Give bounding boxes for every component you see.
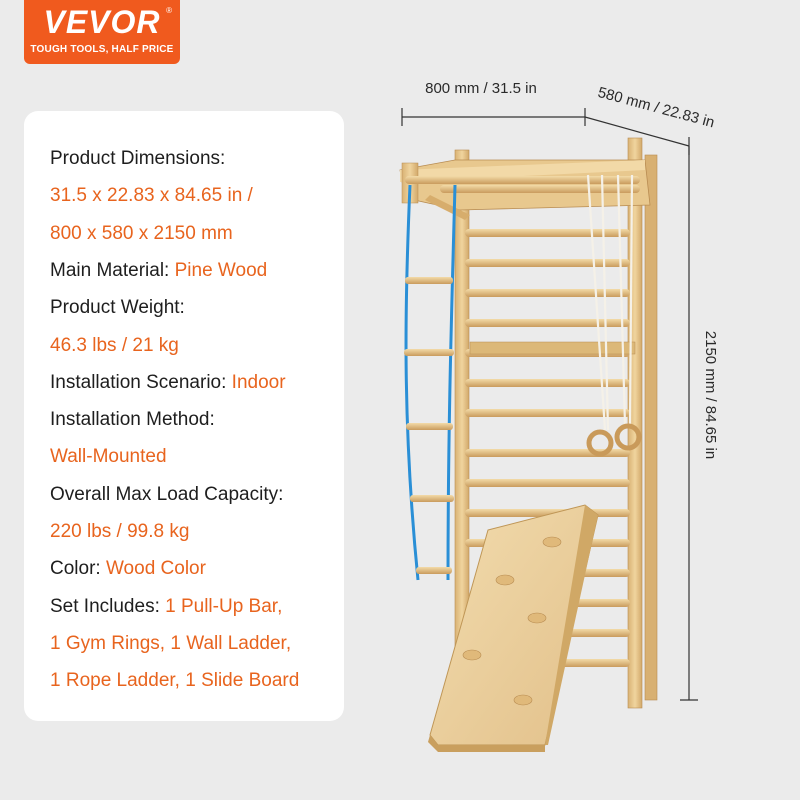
registered-mark: ® [166, 6, 172, 15]
includes-line-2: 1 Gym Rings, 1 Wall Ladder, [50, 633, 292, 654]
height-dimension [680, 146, 719, 700]
method-label: Installation Method: [50, 409, 215, 430]
depth-dimension [585, 84, 716, 155]
depth-label: 580 mm / 22.83 in [595, 83, 717, 132]
width-dimension [402, 80, 585, 126]
scenario-value: Indoor [231, 372, 286, 393]
color-label: Color: [50, 558, 106, 579]
height-label: 2150 mm / 84.65 in [702, 330, 719, 460]
dimensions-mm: 800 x 580 x 2150 mm [50, 223, 233, 244]
material-label: Main Material: [50, 260, 175, 281]
dimensions-label: Product Dimensions: [50, 148, 226, 169]
includes-line-3: 1 Rope Ladder, 1 Slide Board [50, 670, 300, 691]
color-value: Wood Color [105, 558, 206, 579]
brand-tagline: TOUGH TOOLS, HALF PRICE [30, 44, 174, 55]
weight-value: 46.3 lbs / 21 kg [50, 335, 179, 356]
slide-board [428, 505, 598, 752]
brand-name: VEVOR [43, 4, 161, 40]
width-label: 800 mm / 31.5 in [425, 80, 537, 97]
pull-up-bar [400, 160, 650, 220]
includes-label: Set Includes: [50, 596, 166, 617]
scenario-label: Installation Scenario: [50, 372, 232, 393]
load-value: 220 lbs / 99.8 kg [50, 521, 190, 542]
includes-line-1: 1 Pull-Up Bar, [165, 596, 283, 617]
dimensions-inches: 31.5 x 22.83 x 84.65 in / [50, 185, 253, 206]
rope-ladder [404, 185, 455, 580]
method-value: Wall-Mounted [50, 446, 167, 467]
weight-label: Product Weight: [50, 297, 185, 318]
material-value: Pine Wood [174, 260, 268, 281]
load-label: Overall Max Load Capacity: [50, 484, 284, 505]
